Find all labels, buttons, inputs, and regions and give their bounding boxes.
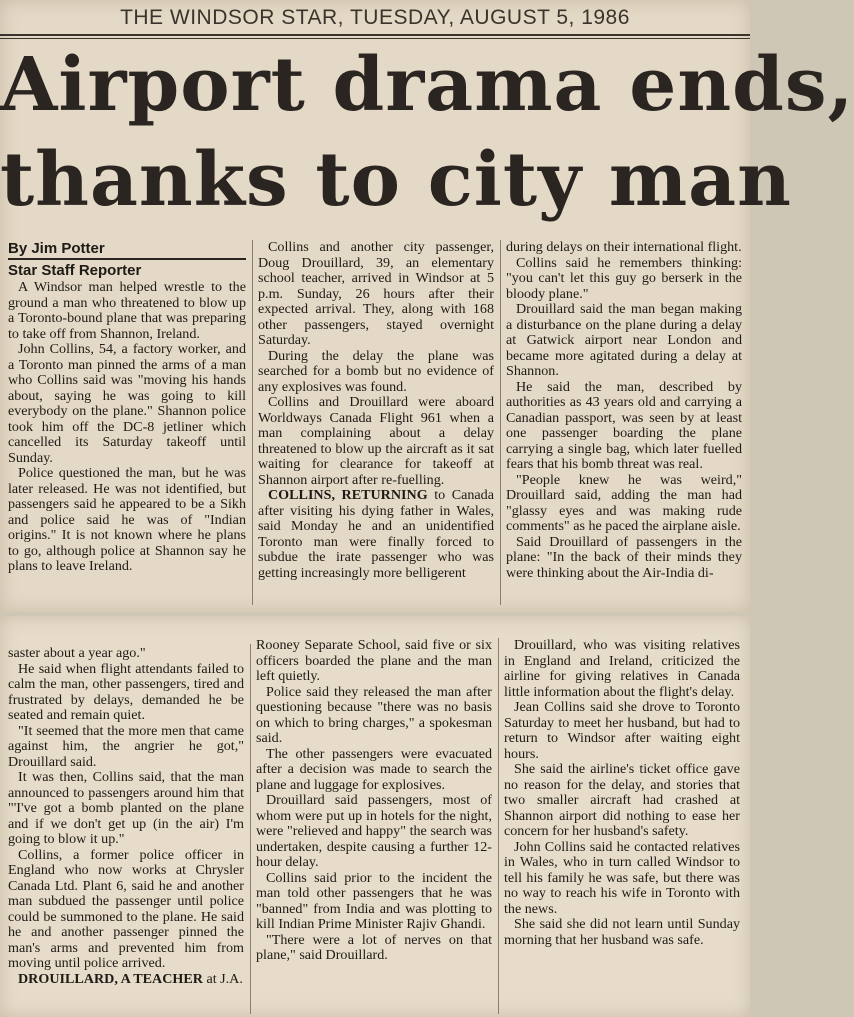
paragraph: Collins said prior to the incident the man told other passengers that he was "banned" from India and was plotting to kill Indian Prime Minister Rajiv Ghandi. bbox=[256, 869, 492, 932]
paragraph: He said the man, described by authorities as 43 years old and carrying a Canadian passport, was seen by at least one passenger boarding the plane carrying a single bag, which later fuelled fears that his bomb threat was real. bbox=[506, 378, 742, 472]
paragraph: Drouillard said the man began making a disturbance on the plane during a delay at Gatwick airport near London and became more agitated during a delay at Shannon. bbox=[506, 301, 742, 379]
lead-in-text: to Canada after visiting his dying father in Wales, said Monday he and an unidentified Toronto man were finally forced to subdue the irate passenger who was getting increasingly more belligerent bbox=[258, 487, 494, 581]
article-column-4 bbox=[8, 646, 244, 987]
paragraph: Drouillard said passengers, most of whom were put up in hotels for the night, were "relieved and happy" the search was undertaken, despite causing a further 12-hour delay. bbox=[256, 792, 492, 870]
paragraph: saster about a year ago." bbox=[8, 645, 146, 661]
lead-in-caps: COLLINS, RETURNING bbox=[268, 487, 428, 503]
paragraph: John Collins said he contacted relatives in Wales, who in turn called Windsor to tell his family he was safe, but there was no way to reach his wife in Toronto with the news. bbox=[504, 838, 740, 917]
paragraph: It was then, Collins said, that the man announced to passengers around him that "'I've got a bomb planted on the plane and if we don't get up (in the air) I'm going to blow it up." bbox=[8, 769, 244, 847]
article-column-3 bbox=[506, 240, 742, 581]
paragraph bbox=[258, 488, 494, 581]
paragraph: Rooney Separate School, said five or six officers boarded the plane and the man left quietly. bbox=[256, 637, 492, 684]
masthead-rule-thin bbox=[0, 38, 750, 39]
article-column-6 bbox=[504, 638, 740, 948]
article-column-2 bbox=[258, 240, 494, 581]
paragraph bbox=[8, 972, 244, 988]
paragraph: "People knew he was weird," Drouillard said, adding the man had "glassy eyes and was making rude comments" as he paced the airplane aisle. bbox=[506, 471, 742, 534]
paragraph: Collins and another city passenger, Doug Drouillard, 39, an elementary school teacher, arrived in Windsor at 5 p.m. Sunday, 26 hours after their expected arrival. They, along with 168 other passengers, stayed overnight Saturday. bbox=[258, 239, 494, 348]
article-column-1 bbox=[8, 240, 246, 575]
paragraph: During the delay the plane was searched for a bomb but no evidence of any explosives was found. bbox=[258, 347, 494, 395]
paragraph: Collins said he remembers thinking: "you can't let this guy go berserk in the bloody plane." bbox=[506, 254, 742, 302]
article-clipping-bottom bbox=[0, 616, 750, 1017]
headline-line-2: thanks to city man bbox=[0, 137, 792, 223]
article-column-5 bbox=[256, 638, 492, 964]
newspaper-masthead: THE WINDSOR STAR, TUESDAY, AUGUST 5, 1986 bbox=[120, 6, 630, 29]
column-rule bbox=[252, 240, 253, 605]
paragraph: Collins, a former police officer in England who now works at Chrysler Canada Ltd. Plant 6, said he and another man subdued the passenger until police could be summoned to the plane. He said he and another passenger pinned the man's arms and prevented him from moving until police arrived. bbox=[8, 846, 244, 971]
paragraph: Said Drouillard of passengers in the plane: "In the back of their minds they were thinking about the Air-India di- bbox=[506, 533, 742, 581]
paragraph: "It seemed that the more men that came against him, the angrier he got," Drouillard said. bbox=[8, 722, 244, 770]
headline-line-1: Airport drama ends, bbox=[0, 42, 854, 128]
paragraph: Jean Collins said she drove to Toronto Saturday to meet her husband, but had to return to Windsor after waiting eight hours. bbox=[504, 699, 740, 762]
byline: By Jim Potter bbox=[8, 240, 246, 260]
paragraph: Drouillard, who was visiting relatives in England and Ireland, criticized the airline for giving relatives in Canada little information about the flight's delay. bbox=[504, 637, 740, 700]
paragraph: Police said they released the man after questioning because "there was no basis on which to bring charges," a spokesman said. bbox=[256, 683, 492, 746]
paragraph: Collins and Drouillard were aboard Worldways Canada Flight 961 when a man complaining about a delay threatened to blow up the aircraft as it sat waiting for clearance for takeoff at Shannon airport after re-fuelling. bbox=[258, 394, 494, 488]
lead-in-text: at J.A. bbox=[202, 970, 243, 987]
byline-title: Star Staff Reporter bbox=[8, 262, 142, 279]
paragraph: He said when flight attendants failed to calm the man, other passengers, tired and frustrated by delays, demanded he be seated and remain quiet. bbox=[8, 660, 244, 723]
column-rule bbox=[498, 638, 499, 1014]
paragraph: John Collins, 54, a factory worker, and a Toronto man pinned the arms of a man who Collins said was "moving his hands about, saying he was going to kill everybody on the plane." Shannon police took him off the DC-8 jetliner which cancelled its Saturday takeoff until Sunday. bbox=[8, 341, 246, 466]
paragraph: A Windsor man helped wrestle to the ground a man who threatened to blow up a Toronto-bound plane that was preparing to take off from Shannon, Ireland. bbox=[8, 279, 246, 342]
paragraph: "There were a lot of nerves on that plane," said Drouillard. bbox=[256, 931, 492, 963]
paragraph: Police questioned the man, but he was later released. He was not identified, but passengers said he appeared to be a Sikh and police said he was of "Indian origins." It is not known where he plans to go, although police at Shannon say he plans to leave Ireland. bbox=[8, 465, 246, 574]
paragraph: She said the airline's ticket office gave no reason for the delay, and stories that two smaller aircraft had crashed at Shannon airport did nothing to ease her concern for her husband's safety. bbox=[504, 761, 740, 839]
lead-in-caps: DROUILLARD, A TEACHER bbox=[18, 970, 203, 987]
paragraph: The other passengers were evacuated after a decision was made to search the plane and luggage for explosives. bbox=[256, 745, 492, 793]
column-rule bbox=[500, 240, 501, 605]
column-rule bbox=[250, 644, 251, 1014]
masthead-rule bbox=[0, 34, 750, 36]
paragraph: She said she did not learn until Sunday morning that her husband was safe. bbox=[504, 916, 740, 948]
paragraph: during delays on their international flight. bbox=[506, 239, 742, 255]
